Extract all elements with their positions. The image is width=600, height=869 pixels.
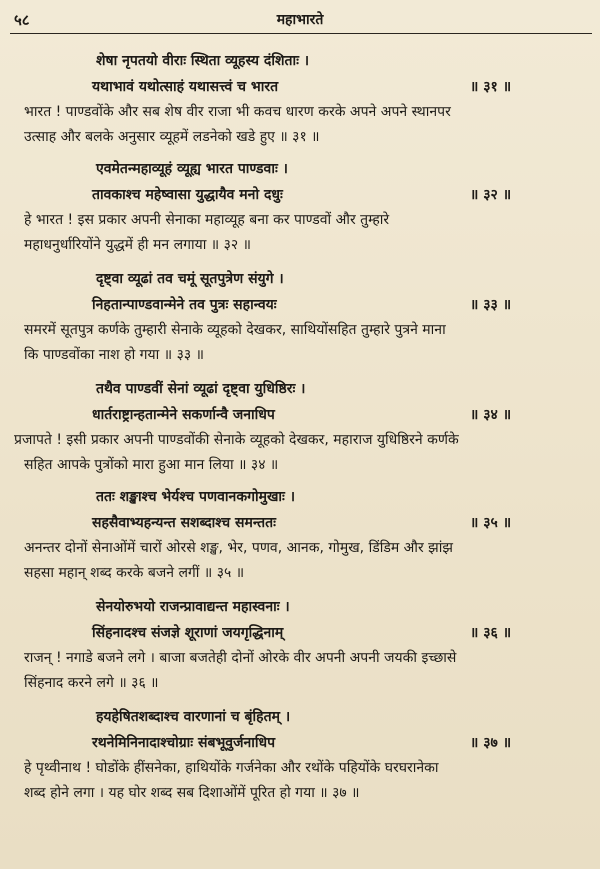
verse-number: ॥ ३६ ॥	[470, 625, 512, 641]
hindi-translation	[0, 756, 600, 806]
translation-line: हे भारत ! इस प्रकार अपनी सेनाका महाव्यूह बना कर पाण्डवों और तुम्हारे	[24, 212, 390, 228]
verse-block	[0, 704, 600, 756]
sanskrit-verse-line: सहसैवाभ्यहन्यन्त सशब्दाश्च समन्ततः ॥ ३५ ॥	[0, 510, 600, 536]
sanskrit-verse-line: सेनयोरुभयो राजन्प्रावाद्यन्त महास्वनाः ।	[96, 599, 290, 615]
verse-block	[0, 484, 600, 536]
running-title: महाभारते	[276, 12, 324, 28]
verse-number: ॥ ३१ ॥	[470, 79, 512, 95]
sanskrit-verse-line: हयहेषितशब्दाश्च वारणानां च बृंहितम् ।	[96, 709, 291, 725]
sanskrit-verse-line: धार्तराष्ट्रान्हतान्मेने सकर्णान्वै जनाधिप ॥ ३४ ॥	[0, 402, 600, 428]
sanskrit-verse-line: यथाभावं यथोत्साहं यथासत्त्वं च भारत ॥ ३१ ॥	[0, 74, 600, 100]
translation-line: भारत ! पाण्डवोंके और सब शेष वीर राजा भी कवच धारण करके अपने अपने स्थानपर	[24, 104, 451, 120]
verse-block	[0, 156, 600, 208]
verse-number: ॥ ३७ ॥	[470, 735, 512, 751]
verse-block	[0, 594, 600, 646]
verse-number: ॥ ३३ ॥	[470, 297, 512, 313]
sanskrit-verse-line: दृष्ट्वा व्यूढां तव चमूं सूतपुत्रेण संयुगे ।	[96, 271, 284, 287]
verse-block	[0, 48, 600, 100]
sanskrit-verse-line: निहतान्पाण्डवान्मेने तव पुत्रः सहान्वयः ॥ ३३ ॥	[0, 292, 600, 318]
sanskrit-verse-line: ततः शङ्खाश्च भेर्यश्च पणवानकगोमुखाः ।	[96, 489, 296, 505]
page-number: ५८	[14, 11, 30, 29]
translation-line: अनन्तर दोनों सेनाओंमें चारों ओरसे शङ्ख, भेर, पणव, आनक, गोमुख, डिंडिम और झांझ	[24, 540, 453, 556]
sanskrit-verse-line: तावकाश्च महेष्वासा युद्धायैव मनो दधुः ॥ ३२ ॥	[0, 182, 600, 208]
translation-line: सिंहनाद करने लगे ॥ ३६ ॥	[24, 675, 159, 691]
verse-block	[0, 376, 600, 428]
hindi-translation	[0, 318, 600, 368]
translation-line: सहित आपके पुत्रोंको मारा हुआ मान लिया ॥ ३४ ॥	[24, 457, 279, 473]
hindi-translation	[0, 100, 600, 150]
sanskrit-verse-line: शेषा नृपतयो वीराः स्थिता व्यूहस्य दंशिताः ।	[96, 53, 310, 69]
hindi-translation	[0, 208, 600, 258]
sanskrit-verse-line: तथैव पाण्डवीं सेनां व्यूढां दृष्ट्वा युधिष्ठिरः ।	[96, 381, 306, 397]
page-body	[0, 48, 600, 806]
translation-line: उत्साह और बलके अनुसार व्यूहमें लडनेको खडे हुए ॥ ३१ ॥	[24, 129, 320, 145]
verse-number: ॥ ३४ ॥	[470, 407, 512, 423]
translation-line: महाधनुर्धारियोंने युद्धमें ही मन लगाया ॥ ३२ ॥	[24, 237, 252, 253]
verse-number: ॥ ३५ ॥	[470, 515, 512, 531]
translation-line: कि पाण्डवोंका नाश हो गया ॥ ३३ ॥	[24, 347, 204, 363]
hindi-translation	[0, 536, 600, 586]
translation-line: राजन् ! नगाडे बजने लगे । बाजा बजतेही दोनों ओरके वीर अपनी अपनी जयकी इच्छासे	[24, 650, 457, 666]
verse-number: ॥ ३२ ॥	[470, 187, 512, 203]
hindi-translation	[0, 646, 600, 696]
translation-line: हे पृथ्वीनाथ ! घोडोंके हींसनेका, हाथियोंके गर्जनेका और रथोंके पहियोंके घरघरानेका	[24, 760, 439, 776]
sanskrit-verse-line: सिंहनादश्च संजज्ञे शूराणां जयगृद्धिनाम् ॥ ३६ ॥	[0, 620, 600, 646]
translation-line: शब्द होने लगा । यह घोर शब्द सब दिशाओंमें पूरित हो गया ॥ ३७ ॥	[24, 785, 360, 801]
translation-line: प्रजापते ! इसी प्रकार अपनी पाण्डवोंकी सेनाके व्यूहको देखकर, महाराज युधिष्ठिरने कर्णके	[14, 432, 459, 448]
translation-line: समरमें सूतपुत्र कर्णके तुम्हारी सेनाके व्यूहको देखकर, साथियोंसहित तुम्हारे पुत्रने माना	[24, 322, 446, 338]
page-header	[0, 0, 600, 48]
hindi-translation	[0, 428, 600, 478]
header-divider	[10, 33, 592, 34]
verse-block	[0, 266, 600, 318]
sanskrit-verse-line: एवमेतन्महाव्यूहं व्यूह्य भारत पाण्डवाः ।	[96, 161, 288, 177]
sanskrit-verse-line: रथनेमिनिनादाश्चोग्राः संबभूवुर्जनाधिप ॥ ३७ ॥	[0, 730, 600, 756]
translation-line: सहसा महान् शब्द करके बजने लगीं ॥ ३५ ॥	[24, 565, 245, 581]
